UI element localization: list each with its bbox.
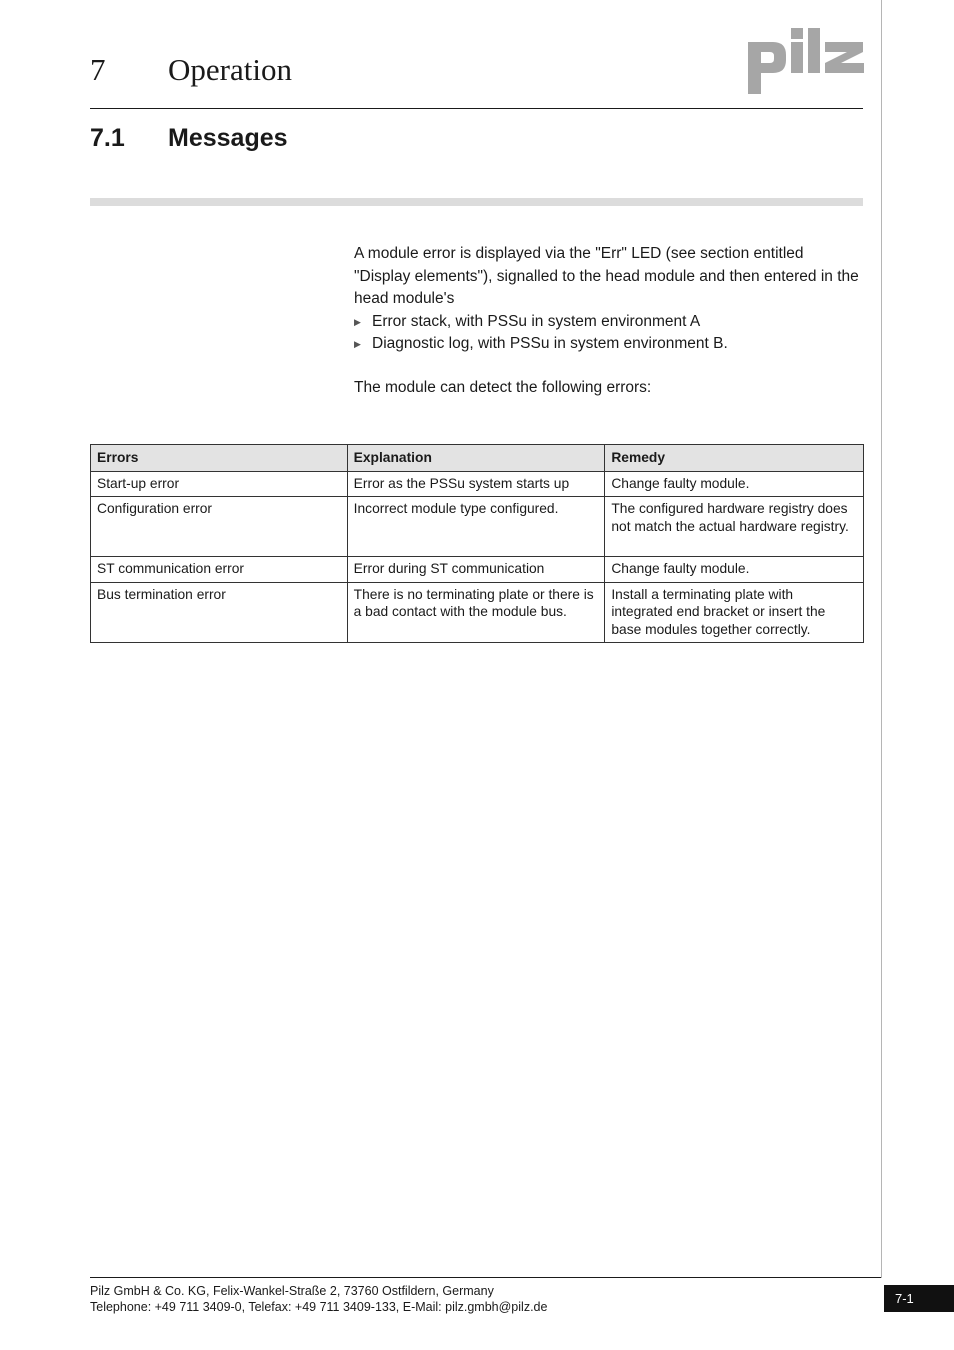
chapter-number: 7 — [90, 52, 106, 87]
table-cell: Change faulty module. — [605, 557, 864, 583]
footer-line-contact: Telephone: +49 711 3409-0, Telefax: +49 711 3409-133, E-Mail: pilz.gmbh@pilz.de — [90, 1300, 548, 1314]
table-cell: Change faulty module. — [605, 471, 864, 497]
bullet-list — [354, 311, 864, 356]
chapter-title: Operation — [168, 52, 292, 87]
table-row — [91, 497, 864, 557]
list-item: ▶ Error stack, with PSSu in system environment A — [354, 311, 864, 334]
table-cell: Bus termination error — [91, 582, 348, 643]
footer-address — [90, 1283, 547, 1315]
section-title: Messages — [168, 124, 288, 152]
errors-table — [90, 444, 864, 643]
page-number-badge — [884, 1285, 954, 1312]
section-number: 7.1 — [90, 124, 125, 152]
table-cell: Error during ST communication — [347, 557, 605, 583]
detect-errors-text: The module can detect the following errors: — [354, 378, 652, 396]
column-header-errors: Errors — [91, 445, 348, 472]
page-number: 7-1 — [895, 1291, 914, 1306]
list-item: ▶ Diagnostic log, with PSSu in system environment B. — [354, 333, 864, 356]
table-cell: The configured hardware registry does not match the actual hardware registry. — [605, 497, 864, 557]
footer-line-company: Pilz GmbH & Co. KG, Felix-Wankel-Straße 2, 73760 Ostfildern, Germany — [90, 1284, 494, 1298]
column-header-remedy: Remedy — [605, 445, 864, 472]
pilz-logo — [746, 28, 866, 94]
table-row — [91, 582, 864, 643]
table-cell: There is no terminating plate or there is a bad contact with the module bus. — [347, 582, 605, 643]
table-cell: ST communication error — [91, 557, 348, 583]
section-divider-bar — [90, 198, 863, 206]
intro-paragraph: A module error is displayed via the "Err" LED (see section entitled "Display elements"), signalled to the head module and then entered in the head module's — [354, 245, 859, 307]
table-row — [91, 557, 864, 583]
table-header-row — [91, 445, 864, 472]
table-cell: Install a terminating plate with integrated end bracket or insert the base modules together correctly. — [605, 582, 864, 643]
intro-text — [354, 243, 864, 399]
column-header-explanation: Explanation — [347, 445, 605, 472]
footer-rule — [90, 1277, 881, 1278]
table-cell: Start-up error — [91, 471, 348, 497]
table-row — [91, 471, 864, 497]
table-cell: Error as the PSSu system starts up — [347, 471, 605, 497]
table-cell: Incorrect module type configured. — [347, 497, 605, 557]
header-rule — [90, 108, 863, 109]
table-cell: Configuration error — [91, 497, 348, 557]
bullet-arrow-icon: ▶ — [354, 316, 361, 327]
right-margin-rule — [881, 0, 882, 1278]
bullet-arrow-icon: ▶ — [354, 339, 361, 349]
